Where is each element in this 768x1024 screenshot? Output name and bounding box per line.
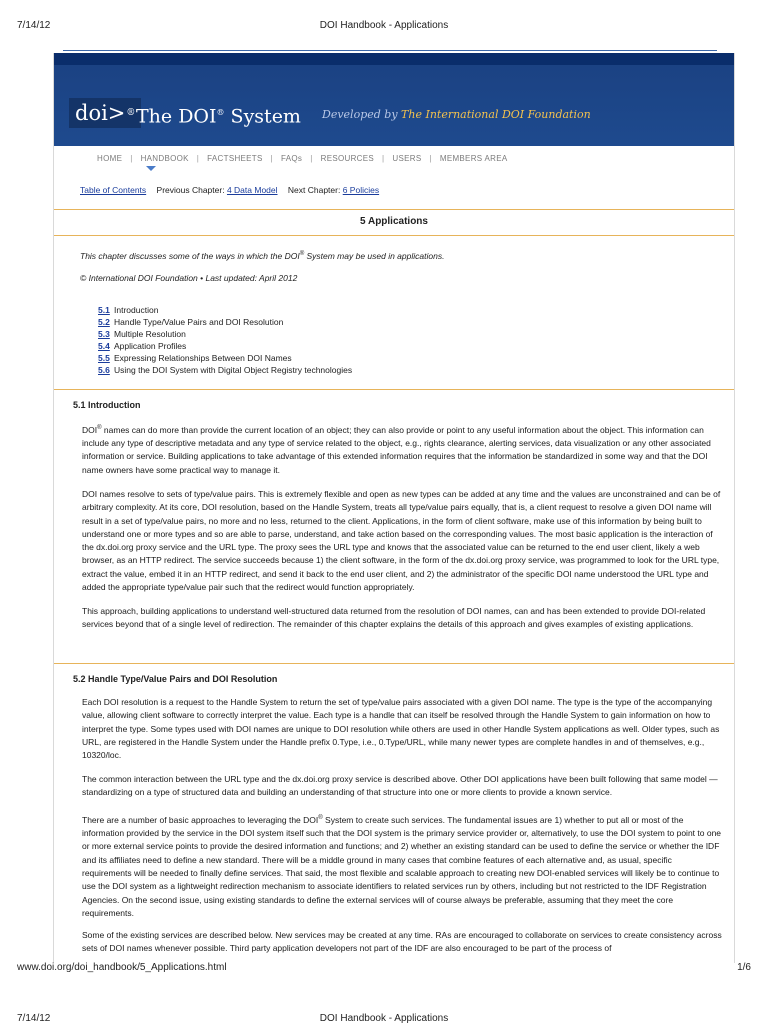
site-name-suffix: System [224, 105, 301, 128]
toc-item [98, 328, 352, 340]
paragraph [82, 422, 722, 477]
nav-separator: | [196, 154, 200, 163]
nav-users[interactable]: USERS [392, 154, 422, 163]
toc-link[interactable]: 5.1 [98, 305, 110, 315]
nav-handbook[interactable]: HANDBOOK [140, 154, 189, 163]
toc-label: Using the DOI System with Digital Object Registry technologies [114, 365, 353, 375]
nav-separator: | [382, 154, 385, 163]
divider [54, 663, 734, 664]
print-title: DOI Handbook - Applications [319, 20, 449, 31]
nav-home[interactable]: HOME [97, 154, 123, 163]
header-rule [63, 50, 717, 51]
site-name [136, 99, 301, 130]
main-nav [97, 154, 507, 163]
section-heading: 5.1 Introduction [73, 400, 141, 410]
nav-resources[interactable]: RESOURCES [320, 154, 375, 163]
toc-label: Expressing Relationships Between DOI Names [114, 353, 292, 363]
section-heading: 5.2 Handle Type/Value Pairs and DOI Resolution [73, 674, 278, 684]
paragraph: DOI names resolve to sets of type/value pairs. This is extremely flexible and open as new types can be added at any time and the values are unconstrained and can be of arbitrary complexity. At its core, DOI resolution, based on the Handle System, treats all type/value pairs equally, that is, a client request to resolve a given DOI name will result in a set of type/value pairs, no more and no less, returned to the client. Applications, in the form of client software, make use of this information by being built to understand one or more types and so are able to parse, understand, and take action based on the corresponding values. The most basic application is the interaction of the dx.doi.org proxy service and the URL type. The proxy sees the URL type and knows that the associated value can be returned to the end user client, likely a web browser, as an HTTP redirect. The service succeeds because 1) the client software, in the form of the dx.doi.org proxy service, was programmed to look for the URL type, extract the value, embed it in an HTTP redirect, and send it back to the end user client, and 2) the administrator of the specific DOI name understood the URL type and added the appropriate type/value pair such that the redirect would function appropriately. [82, 489, 721, 593]
paragraph: This approach, building applications to understand well-structured data returned from the resolution of DOI names, can and has been extended to provide DOI-related services beyond that of a single level of redirection. The remainder of this chapter explains the details of this approach and gives examples of existing applications. [82, 606, 706, 630]
print-url: www.doi.org/doi_handbook/5_Applications.html [17, 962, 227, 973]
reg-mark: ® [318, 815, 323, 821]
toc-item [98, 316, 352, 328]
toc-link[interactable]: 5.2 [98, 317, 110, 327]
prev-chapter-label: Previous Chapter: [156, 185, 225, 195]
print-page-number: 1/6 [737, 962, 751, 973]
toc-link[interactable]: 5.6 [98, 365, 110, 375]
divider [54, 209, 734, 210]
nav-separator: | [270, 154, 274, 163]
chapter-nav [80, 185, 379, 195]
toc-item [98, 352, 352, 364]
prev-chapter-link[interactable]: 4 Data Model [226, 185, 278, 195]
site-name-prefix: The DOI [136, 105, 217, 128]
nav-separator: | [310, 154, 313, 163]
page-content [53, 53, 735, 963]
next-chapter-label: Next Chapter: [287, 185, 341, 195]
nav-factsheets[interactable]: FACTSHEETS [207, 154, 263, 163]
active-nav-marker-icon [146, 166, 156, 171]
reg-mark: ® [299, 251, 305, 258]
site-banner [54, 65, 734, 146]
tagline-org[interactable]: The International DOI Foundation [401, 108, 591, 121]
toc-label: Handle Type/Value Pairs and DOI Resolution [114, 317, 284, 327]
toc-link[interactable]: 5.3 [98, 329, 110, 339]
nav-faqs[interactable]: FAQs [281, 154, 303, 163]
doi-logo-text: doi> [75, 101, 126, 125]
print-title: DOI Handbook - Applications [319, 1013, 449, 1024]
paragraph: The common interaction between the URL type and the dx.doi.org proxy service is described above. Other DOI applications have been built following that same model — standardizing on a type of structured data and building an understanding of that structure into one or more clients to provide a known service. [82, 774, 718, 798]
toc-link[interactable]: 5.4 [98, 341, 110, 351]
para-start: DOI [82, 424, 98, 435]
paragraph: Some of the existing services are described below. New services may be created at any time. RAs are encouraged to collaborate on services to create consistency across sets of DOI names whenever possible. Third party application developers not part of the IDF are also encouraged to be part of the process of [82, 930, 722, 954]
toc-label: Multiple Resolution [114, 329, 186, 339]
toc-item [98, 364, 352, 376]
paragraph: Each DOI resolution is a request to the Handle System to return the set of type/value pairs associated with a given DOI name. The type is the type of the accompanying value, allowing client software to correctly interpret the value. Each type is a handle that can itself be resolved through the Handle System to gain information on how to interpret the type. Some types used with DOI names are unique to DOI resolution while others are used in other Handle System applications as well. Older types, such as URL, are registered in the Handle System under the Handle prefix 0.Type, i.e., 0.Type/URL, while many newer types are complete handles in and of themselves, e.g., 10320/loc. [82, 697, 720, 761]
intro-text-before: This chapter discusses some of the ways in which the DOI [80, 251, 300, 261]
para-rest: names can do more than provide the current location of an object; they can also provide or point to any useful information about the object. This information can include any type of descriptive metadata and any type of service related to the object, e.g., rights clearance, alerting services, data visualization or any other associated information or service. Building applications to take advantage of this extended information requires that the information be standardized in some way and that the DOI name owners have some practical way to manage it. [82, 424, 711, 475]
toc-label: Application Profiles [114, 341, 187, 351]
paragraph [82, 812, 722, 920]
doi-logo[interactable] [69, 98, 141, 128]
copyright-line: © International DOI Foundation • Last updated: April 2012 [80, 273, 298, 283]
print-footer [0, 962, 768, 976]
site-name-reg: ® [216, 108, 225, 117]
nav-members-area[interactable]: MEMBERS AREA [439, 154, 508, 163]
nav-separator: | [130, 154, 133, 163]
print-date: 7/14/12 [17, 1013, 51, 1024]
next-chapter-link[interactable]: 6 Policies [342, 185, 380, 195]
doi-logo-reg: ® [126, 108, 136, 118]
toc-item [98, 304, 352, 316]
page-title: 5 Applications [360, 216, 428, 227]
top-strip [54, 53, 734, 65]
para-rest: System to create such services. The fundamental issues are 1) whether to put all or most of the information provided by the service in the DOI system itself such that the DOI system is the primary service provider or, alternatively, to use the DOI system to point to one or more external service points to provide the desired information and functions; and 2) whether an existing standard can be used to define the service or whether the IDF and its affiliates need to define a new standard. There will be a middle ground in many cases that combine features of each alternative and, as usual, specific requirements will be needed to finally define services. That said, the most flexible and scalable approach to creating new DOI-enabled services will likely be to continue to use the DOI system as a lightweight redirection mechanism to associate identifiers to related services run by others, including but not restricted to the IDF Registration Agencies. On the second issue, using existing standards to define the external services will of course always be preferable, assuming that they meet the core requirements. [82, 814, 722, 918]
nav-separator: | [429, 154, 432, 163]
table-of-contents-link[interactable]: Table of Contents [80, 185, 147, 195]
intro-text-after: System may be used in applications. [304, 251, 445, 261]
reg-mark: ® [97, 425, 102, 431]
para-start: There are a number of basic approaches to leveraging the DOI [82, 814, 319, 825]
toc-item [98, 340, 352, 352]
chapter-intro [80, 251, 444, 261]
divider [54, 389, 734, 390]
print-header [0, 20, 768, 34]
toc-link[interactable]: 5.5 [98, 353, 110, 363]
tagline-prefix: Developed by [322, 108, 402, 121]
section-toc [98, 304, 352, 376]
tagline [322, 108, 591, 121]
print-date: 7/14/12 [17, 20, 51, 31]
divider [54, 235, 734, 236]
toc-label: Introduction [114, 305, 159, 315]
